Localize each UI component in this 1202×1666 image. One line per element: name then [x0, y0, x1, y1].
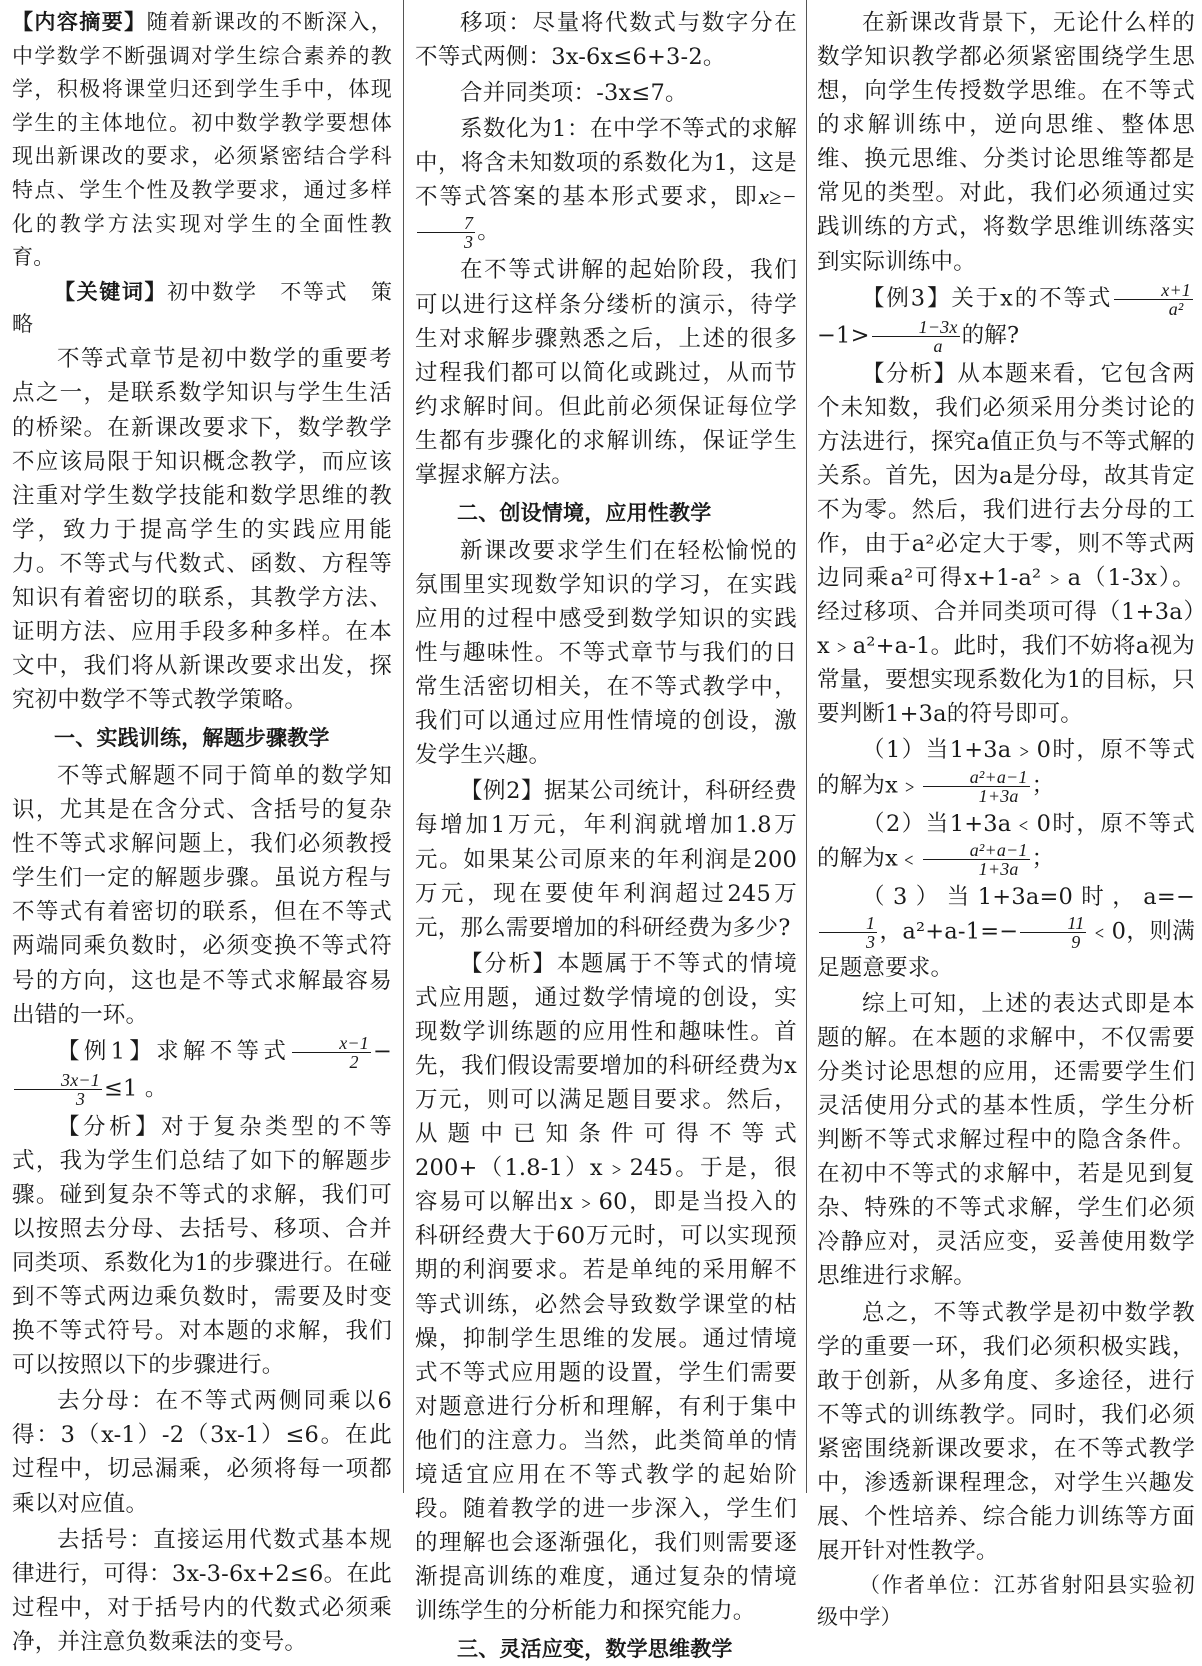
paragraph: 新课改要求学生们在轻松愉悦的氛围里实现数学知识的学习，在实践应用的过程中感受到数学知识的实践性与趣味性。不等式章节与我们的日常生活密切相关，在不等式教学中，我们可以通过应用性情境的创设，激发学生兴趣。 — [415, 537, 797, 769]
step-paragraph: 合并同类项：-3x≤7。 — [460, 80, 688, 107]
column-divider — [403, 0, 404, 1493]
analysis-3 — [817, 357, 1195, 732]
example-text: 关于x的不等式 — [951, 285, 1113, 312]
analysis-2 — [415, 947, 797, 1629]
step-paragraph — [415, 112, 797, 251]
example-tail: 的解? — [961, 322, 1020, 349]
paragraph: 不等式解题不同于简单的数学知识，尤其是在含分式、含括号的复杂性不等式求解问题上，我们必须教授学生们一定的解题步骤。虽说方程与不等式有着密切的联系，但在不等式两端同乘负数时，必须变换不等式符号的方向，这也是不等式求解最容易出错的一环。 — [12, 763, 392, 1028]
analysis-text: 从本题来看，它包含两个未知数，我们必须采用分类讨论的方法进行，探究a值正负与不等式解的关系。首先，因为a是分母，故其肯定不为零。然后，我们进行去分母的工作，由于a²必定大于零，则不等式两边同乘a²可得x+1-a²﹥a（1-3x）。经过移项、合并同类项可得（1+3a）x﹥a²+a-1。此时，我们不妨将a视为常量，要想实现系数化为1的目标，只要判断1+3a的符号即可。 — [817, 360, 1195, 728]
column-2 — [415, 6, 797, 1662]
fraction: $\frac{x-1}{2}$ — [292, 1034, 371, 1071]
example-tail: ≤1 。 — [103, 1075, 168, 1102]
case-tail: ； — [1031, 845, 1055, 872]
case-2 — [817, 807, 1195, 878]
intro-paragraph: 不等式章节是初中数学的重要考点之一，是联系数学知识与学生生活的桥梁。在新课改要求下，数学教学不应该局限于知识概念教学，而应该注重对学生数学技能和数学思维的教学，致力于提高学生的实践应用能力。不等式与代数式、函数、方程等知识有着密切的联系，其教学方法、证明方法、应用手段多种多样。在本文中，我们将从新课改要求出发，探究初中数学不等式教学策略。 — [12, 346, 392, 714]
step-paragraph: 移项：尽量将代数式与数字分在不等式两侧：3x-6x≤6+3-2。 — [415, 10, 797, 71]
step-tail: 。 — [477, 218, 500, 245]
example-label: 【例1】 — [57, 1038, 157, 1065]
author-affiliation: （作者单位：江苏省射阳县实验初级中学） — [817, 1573, 1195, 1629]
keywords-text: 初中数学 不等式 策略 — [12, 279, 393, 336]
fraction: $\frac{1-3x}{a}$ — [872, 318, 960, 355]
fraction: $\frac{x+1}{\text{a²}}$ — [1114, 281, 1193, 318]
keywords-label: 【关键词】 — [54, 279, 168, 304]
paragraph: 在新课改背景下，无论什么样的数学知识教学都必须紧密围绕学生思想，向学生传授数学思维。在不等式的求解训练中，逆向思维、整体思维、换元思维、分类讨论思维等都是常见的类型。对此，我们必须通过实践训练的方式，将数学思维训练落实到实际训练中。 — [817, 10, 1195, 275]
fraction: $\frac{1}{3}$ — [819, 914, 877, 951]
analysis-text: 对于复杂类型的不等式，我为学生们总结了如下的解题步骤。碰到复杂不等式的求解，我们可以按照去分母、去括号、移项、合并同类项、系数化为1的步骤进行。在碰到不等式两边乘负数时，需要及时变换不等式符号。对本题的求解，我们可以按照以下的步骤进行。 — [12, 1113, 392, 1379]
case-text: （3）当1+3a=0时，a=− — [862, 883, 1195, 910]
abstract — [12, 6, 392, 275]
minus-sign: − — [372, 1038, 392, 1065]
example-label: 【例2】 — [460, 778, 544, 805]
step-paragraph: 去分母：在不等式两侧同乘以6得：3（x-1）-2（3x-1）≤6。在此过程中，切忌漏乘，必须将每一项都乘以对应值。 — [12, 1388, 392, 1517]
section-heading-2: 二、创设情境，应用性教学 — [457, 501, 712, 526]
case-3 — [817, 880, 1195, 985]
keywords — [12, 277, 392, 341]
paragraph: 总之，不等式教学是初中数学教学的重要一环，我们必须积极实践，敢于创新，从多角度、多途径，进行不等式的训练教学。同时，我们必须紧密围绕新课改要求，在不等式教学中，渗透新课程理念，对学生兴趣发展、个性培养、综合能力训练等方面展开针对性教学。 — [817, 1299, 1195, 1565]
fraction: $\frac{\text{a²+a−1}}{1+3a}$ — [923, 768, 1030, 805]
analysis-label: 【分析】 — [862, 360, 958, 387]
case-text: ，a²+a-1=− — [879, 918, 1019, 945]
fraction: $\frac{11}{9}$ — [1020, 914, 1086, 951]
step-paragraph: 去括号：直接运用代数式基本规律进行，可得：3x-3-6x+2≤6。在此过程中，对于括号内的代数式必须乘净，并注意负数乘法的变号。 — [12, 1526, 392, 1655]
case-tail: ； — [1031, 772, 1055, 799]
section-heading-1: 一、实践训练，解题步骤教学 — [54, 726, 330, 751]
case-text: （1）当1+3a﹥0时，原不等式的解为x﹥ — [817, 737, 1195, 799]
analysis-label: 【分析】 — [460, 950, 557, 977]
example-1 — [12, 1034, 392, 1108]
math-expression: x≥− — [758, 184, 797, 210]
case-1 — [817, 733, 1195, 804]
abstract-text: 随着新课改的不断深入，中学数学不断强调对学生综合素养的教学，积极将课堂归还到学生手中，体现学生的主体地位。初中数学教学要想体现出新课改的要求，必须紧密结合学科特点、学生个性及教学要求，通过多样化的教学方法实现对学生的全面性教育。 — [12, 10, 393, 270]
case-text: （2）当1+3a﹤0时，原不等式的解为x﹤ — [817, 810, 1195, 872]
analysis-1 — [12, 1110, 392, 1383]
analysis-text: 本题属于不等式的情境式应用题，通过数学情境的创设，实现数学训练题的应用性和趣味性。首先，我们假设需要增加的科研经费为x万元，则可以满足题目要求。然后，从题中已知条件可得不等式200+（1.8-1）x﹥245。于是，很容易可以解出x﹥60，即是当投入的科研经费大于60万元时，可以实现预期的利润要求。若是单纯的采用解不等式训练，必然会导致数学课堂的枯燥，抑制学生思维的发展。通过情境式不等式应用题的设置，学生们需要对题意进行分析和理解，有利于集中他们的注意力。当然，此类简单的情境适宜应用在不等式教学的起始阶段。随着教学的进一步深入，学生们的理解也会逐渐强化，我们则需要逐渐提高训练的难度，通过复杂的情境训练学生的分析能力和探究能力。 — [415, 950, 797, 1625]
example-3 — [817, 281, 1195, 355]
example-text: 求解不等式 — [156, 1038, 291, 1065]
fraction: $\frac{3x-1}{3}$ — [14, 1071, 102, 1108]
paragraph: 综上可知，上述的表达式即是本题的解。在本题的求解中，不仅需要分类讨论思想的应用，还需要学生们灵活使用分式的基本性质，学生分析判断不等式求解过程中的隐含条件。在初中不等式的求解中，若是见到复杂、特殊的不等式求解，学生们必须冷静应对，灵活应变，妥善使用数学思维进行求解。 — [817, 990, 1195, 1290]
math-expression: −1> — [817, 322, 870, 349]
abstract-label: 【内容摘要】 — [12, 10, 147, 34]
column-3 — [817, 6, 1195, 1629]
section-heading-3: 三、灵活应变，数学思维教学 — [457, 1637, 733, 1662]
fraction: $\frac{7}{3}$ — [417, 214, 475, 251]
example-text: 据某公司统计，科研经费每增加1万元，年利润就增加1.8万元。如果某公司原来的年利润是200万元，现在要使年利润超过245万元，那么需要增加的科研经费为多少? — [415, 778, 797, 941]
paragraph: 在不等式讲解的起始阶段，我们可以进行这样条分缕析的演示，待学生对求解步骤熟悉之后，上述的很多过程我们都可以简化或跳过，从而节约求解时间。但此前必须保证每位学生都有步骤化的求解训练，保证学生掌握求解方法。 — [415, 257, 797, 488]
column-1 — [12, 6, 393, 1655]
analysis-label: 【分析】 — [57, 1113, 162, 1140]
fraction: $\frac{\text{a²+a−1}}{1+3a}$ — [923, 841, 1030, 878]
column-divider — [806, 0, 807, 1493]
step-text: 系数化为1：在中学不等式的求解中，将含未知数项的系数化为1，这是不等式答案的基本形式要求，即 — [415, 116, 797, 211]
case-tail: ﹤0，则满足题意要求。 — [817, 918, 1195, 981]
example-2 — [415, 774, 797, 944]
example-label: 【例3】 — [862, 285, 952, 312]
